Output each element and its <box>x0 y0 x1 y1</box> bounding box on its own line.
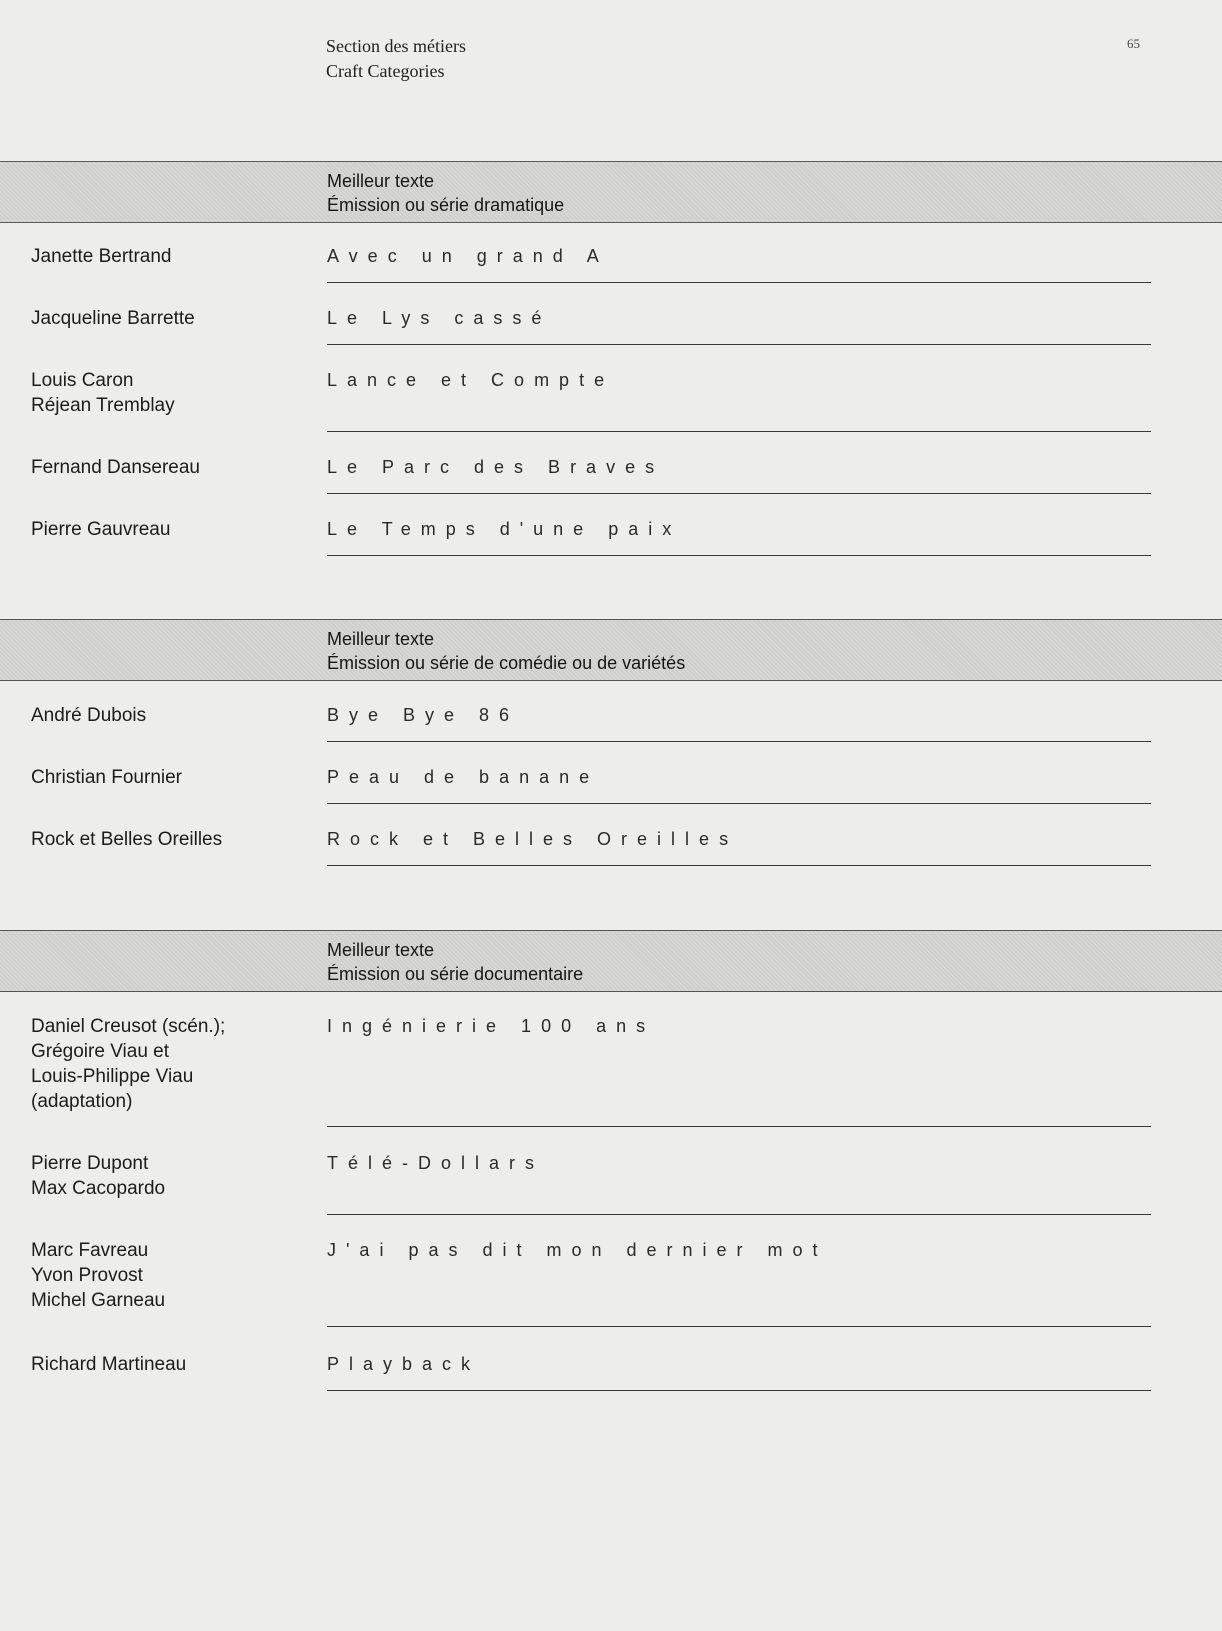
nominee-names <box>31 1014 225 1114</box>
nominee-name: Christian Fournier <box>31 767 182 788</box>
category-subtitle: Émission ou série documentaire <box>327 964 584 984</box>
category-band <box>0 161 1222 223</box>
nominee-names <box>31 1238 165 1313</box>
category-title: Meilleur texte <box>327 171 435 191</box>
header-french: Section des métiers <box>326 36 466 56</box>
category-title: Meilleur texte <box>327 940 435 960</box>
program-title: Télé-Dollars <box>327 1153 545 1173</box>
nominee-name: Marc Favreau <box>31 1240 149 1261</box>
nominee-names <box>31 765 182 790</box>
entry-rule <box>327 741 1151 742</box>
program-title: Lance et Compte <box>327 370 615 390</box>
nominee-name: Yvon Provost <box>31 1265 143 1286</box>
nominee-names <box>31 517 170 542</box>
entry-rule <box>327 282 1151 283</box>
nominee-name: Pierre Dupont <box>31 1153 149 1174</box>
nominee-name: Réjean Tremblay <box>31 395 175 416</box>
nominee-name: (adaptation) <box>31 1091 133 1112</box>
program-title: Playback <box>327 1354 481 1374</box>
program-title: Peau de banane <box>327 767 600 787</box>
category-band <box>0 619 1222 681</box>
category-band <box>0 930 1222 992</box>
entry-rule <box>327 1390 1151 1391</box>
nominee-name: Daniel Creusot (scén.); <box>31 1016 226 1037</box>
nominee-name: Michel Garneau <box>31 1290 166 1311</box>
nominee-name: Grégoire Viau et <box>31 1041 170 1062</box>
entry-rule <box>327 555 1151 556</box>
section-documentary <box>0 930 1222 992</box>
nominee-names <box>31 703 146 728</box>
program-title: Le Temps d'une paix <box>327 519 682 539</box>
header-english: Craft Categories <box>326 61 445 81</box>
program-title: Avec un grand A <box>327 246 609 266</box>
program-title: Le Parc des Braves <box>327 457 665 477</box>
nominee-name: Jacqueline Barrette <box>31 308 195 329</box>
entry-rule <box>327 344 1151 345</box>
nominee-name: Louis-Philippe Viau <box>31 1066 194 1087</box>
entry-rule <box>327 803 1151 804</box>
nominee-names <box>31 455 200 480</box>
nominee-name: Janette Bertrand <box>31 246 172 267</box>
nominee-names <box>31 827 222 852</box>
category-subtitle: Émission ou série dramatique <box>327 195 565 215</box>
program-title: J'ai pas dit mon dernier mot <box>327 1240 828 1260</box>
nominee-name: Richard Martineau <box>31 1354 187 1375</box>
nominee-name: André Dubois <box>31 705 147 726</box>
entry-rule <box>327 865 1151 866</box>
entry-rule <box>327 1326 1151 1327</box>
nominee-name: Pierre Gauvreau <box>31 519 171 540</box>
page-number: 65 <box>1127 36 1140 51</box>
nominee-names <box>31 244 171 269</box>
section-comedy-variety <box>0 619 1222 681</box>
running-header <box>326 34 466 84</box>
section-drama <box>0 161 1222 223</box>
program-title: Ingénierie 100 ans <box>327 1016 656 1036</box>
nominee-names <box>31 368 175 418</box>
nominee-names <box>31 1151 165 1201</box>
program-title: Le Lys cassé <box>327 308 552 328</box>
entry-rule <box>327 1126 1151 1127</box>
program-title: Rock et Belles Oreilles <box>327 829 739 849</box>
entry-rule <box>327 493 1151 494</box>
nominee-name: Rock et Belles Oreilles <box>31 829 223 850</box>
nominee-name: Louis Caron <box>31 370 134 391</box>
entry-rule <box>327 431 1151 432</box>
category-subtitle: Émission ou série de comédie ou de variétés <box>327 653 686 673</box>
nominee-names <box>31 1352 186 1377</box>
nominee-names <box>31 306 195 331</box>
entry-rule <box>327 1214 1151 1215</box>
program-title: Bye Bye 86 <box>327 705 520 725</box>
category-title: Meilleur texte <box>327 629 435 649</box>
nominee-name: Fernand Dansereau <box>31 457 200 478</box>
nominee-name: Max Cacopardo <box>31 1178 166 1199</box>
